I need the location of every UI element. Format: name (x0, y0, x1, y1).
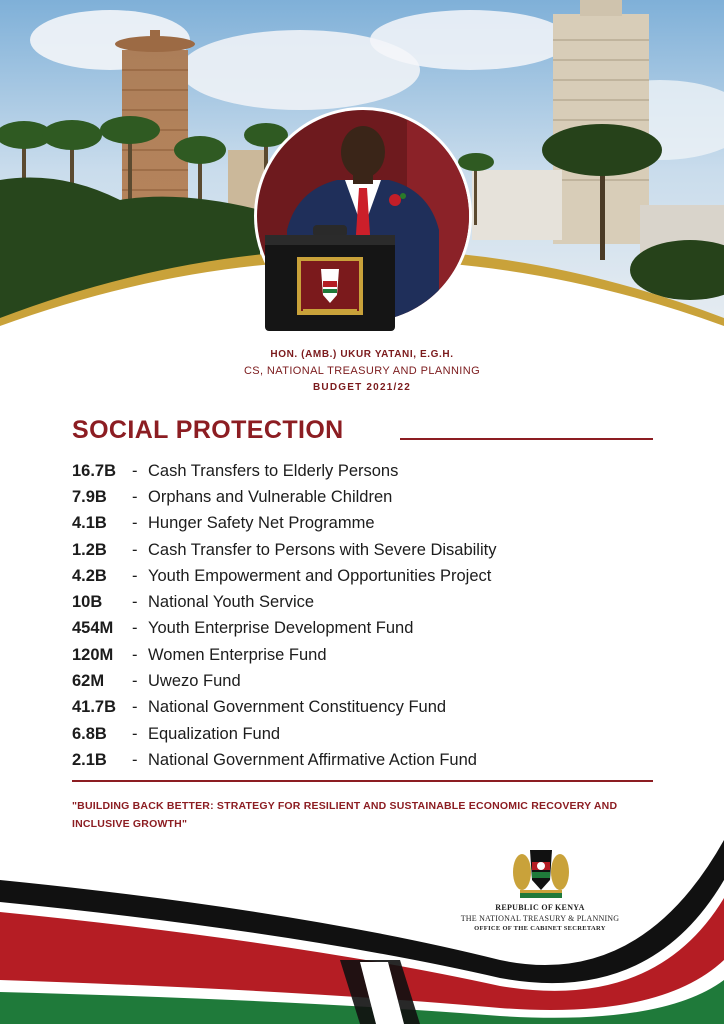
item-dash: - (132, 750, 138, 769)
list-item (72, 642, 672, 668)
item-label: Cash Transfers to Elderly Persons (148, 461, 399, 480)
item-label: National Government Constituency Fund (148, 698, 447, 717)
item-amount: 4.2B (72, 566, 107, 585)
item-label: Uwezo Fund (148, 672, 241, 691)
list-item (72, 747, 672, 773)
list-item (72, 668, 672, 694)
item-amount: 10B (72, 593, 103, 612)
list-item (72, 511, 672, 537)
item-amount: 7.9B (72, 487, 107, 506)
list-item (72, 537, 672, 563)
republic-label: REPUBLIC OF KENYA (495, 903, 585, 912)
item-dash: - (132, 487, 138, 506)
list-item (72, 458, 672, 484)
item-amount: 6.8B (72, 724, 107, 743)
item-amount: 120M (72, 645, 114, 664)
item-dash: - (132, 698, 138, 717)
budget-year: BUDGET 2021/22 (313, 382, 411, 393)
item-amount: 62M (72, 672, 105, 691)
item-label: Youth Enterprise Development Fund (148, 619, 414, 638)
section-title: SOCIAL PROTECTION (72, 416, 344, 444)
kenya-flag-swoosh (0, 840, 724, 1024)
item-label: National Youth Service (148, 593, 315, 612)
item-amount: 1.2B (72, 540, 107, 559)
item-amount: 454M (72, 619, 114, 638)
item-label: Hunger Safety Net Programme (148, 514, 375, 533)
list-item (72, 563, 672, 589)
item-amount: 16.7B (72, 461, 117, 480)
list-item (72, 616, 672, 642)
list-item (72, 695, 672, 721)
list-item (72, 721, 672, 747)
item-dash: - (132, 461, 138, 480)
item-dash: - (132, 619, 138, 638)
office-signature (440, 903, 640, 932)
budget-briefcase-image (263, 225, 397, 333)
item-label: Cash Transfer to Persons with Severe Disability (148, 540, 497, 559)
item-dash: - (132, 672, 138, 691)
item-label: Women Enterprise Fund (148, 645, 327, 664)
item-label: National Government Affirmative Action Fund (148, 750, 477, 769)
cs-name: HON. (AMB.) UKUR YATANI, E.G.H. (270, 349, 454, 360)
item-amount: 4.1B (72, 514, 107, 533)
item-dash: - (132, 593, 138, 612)
item-dash: - (132, 645, 138, 664)
item-amount: 41.7B (72, 698, 117, 717)
allocation-list (72, 458, 672, 774)
item-dash: - (132, 514, 138, 533)
item-dash: - (132, 724, 138, 743)
item-label: Youth Empowerment and Opportunities Project (148, 566, 492, 585)
coat-of-arms-emblem (508, 842, 574, 900)
item-label: Orphans and Vulnerable Children (148, 487, 393, 506)
office-label: OFFICE OF THE CABINET SECRETARY (474, 925, 606, 932)
list-divider (72, 780, 653, 782)
title-divider (400, 438, 653, 440)
treasury-label: THE NATIONAL TREASURY & PLANNING (460, 914, 620, 923)
list-item (72, 484, 672, 510)
slogan-text: "BUILDING BACK BETTER: STRATEGY FOR RESILIENT AND SUSTAINABLE ECONOMIC RECOVERY AND INCLUSIVE GROWTH" (72, 800, 618, 830)
item-amount: 2.1B (72, 750, 107, 769)
cs-role: CS, NATIONAL TREASURY AND PLANNING (243, 365, 481, 377)
item-label: Equalization Fund (148, 724, 281, 743)
item-dash: - (132, 566, 138, 585)
item-dash: - (132, 540, 138, 559)
list-item (72, 589, 672, 615)
